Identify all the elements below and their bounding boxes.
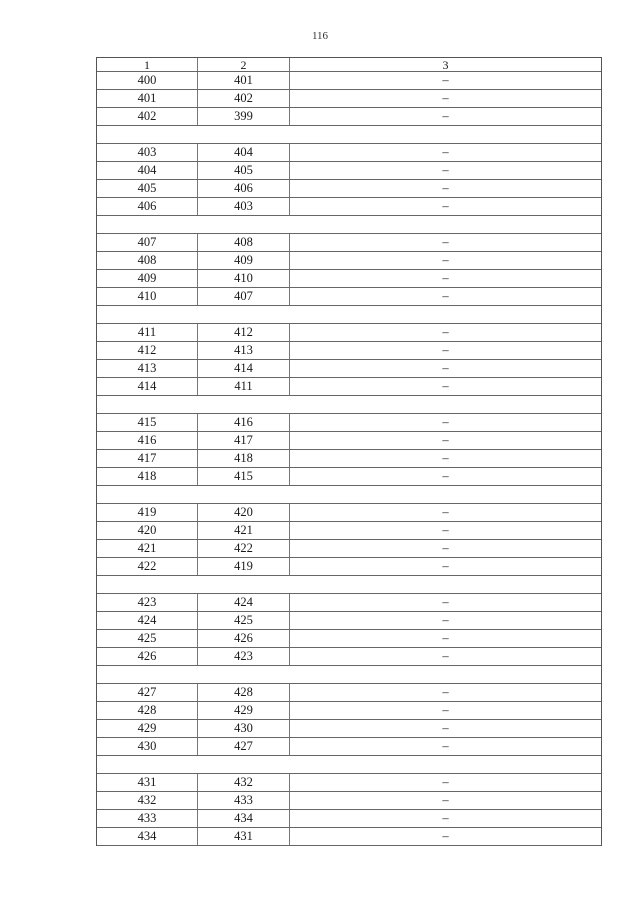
table-cell-col-3: – [442,415,449,429]
table-cell-col-1: 411 [97,324,198,341]
data-table [96,57,602,846]
table-cell-col-2: 431 [198,828,290,845]
table-row [97,774,601,792]
table-cell-col-2: 419 [198,558,290,575]
block-separator [97,396,601,414]
table-header [97,57,601,72]
table-cell-col-2: 433 [198,792,290,809]
table-cell-col-2: 430 [198,720,290,737]
table-cell-col-1: 418 [97,468,198,485]
header-col-2: 2 [198,58,290,71]
table-cell-col-2: 413 [198,342,290,359]
table-row [97,144,601,162]
block-separator [97,306,601,324]
table-cell-col-1: 434 [97,828,198,845]
table-cell-col-2: 427 [198,738,290,755]
table-row [97,522,601,540]
table-cell-col-2: 407 [198,288,290,305]
table-cell-col-3: – [442,199,449,213]
table-body [97,72,601,846]
table-cell-col-1: 417 [97,450,198,467]
table-cell-col-2: 428 [198,684,290,701]
table-cell-col-3: – [442,181,449,195]
table-row [97,414,601,432]
table-cell-col-2: 411 [198,378,290,395]
table-cell-col-3: – [442,163,449,177]
table-row [97,792,601,810]
table-cell-col-2: 402 [198,90,290,107]
table-row [97,504,601,522]
table-cell-col-3: – [442,595,449,609]
table-cell-col-2: 422 [198,540,290,557]
table-cell-col-1: 432 [97,792,198,809]
table-cell-col-2: 425 [198,612,290,629]
table-cell-col-1: 406 [97,198,198,215]
page-number: 116 [311,30,329,42]
table-row [97,810,601,828]
table-cell-col-1: 400 [97,72,198,89]
table-cell-col-3: – [442,505,449,519]
table-cell-col-2: 399 [198,108,290,125]
table-row [97,702,601,720]
table-cell-col-2: 424 [198,594,290,611]
table-cell-col-2: 417 [198,432,290,449]
table-cell-col-1: 422 [97,558,198,575]
table-cell-col-1: 427 [97,684,198,701]
table-cell-col-1: 410 [97,288,198,305]
table-cell-col-3: – [442,91,449,105]
table-cell-col-3: – [442,73,449,87]
table-row [97,162,601,180]
table-row [97,180,601,198]
table-cell-col-2: 418 [198,450,290,467]
table-cell-col-1: 423 [97,594,198,611]
table-cell-col-2: 434 [198,810,290,827]
table-cell-col-2: 415 [198,468,290,485]
table-cell-col-3: – [442,631,449,645]
table-row [97,288,601,306]
table-cell-col-1: 405 [97,180,198,197]
table-cell-col-1: 403 [97,144,198,161]
table-cell-col-2: 404 [198,144,290,161]
block-separator [97,216,601,234]
table-row [97,720,601,738]
table-cell-col-3: – [442,649,449,663]
table-cell-col-3: – [442,433,449,447]
table-row [97,234,601,252]
table-cell-col-3: – [442,145,449,159]
table-cell-col-3: – [442,343,449,357]
block-separator [97,576,601,594]
table-row [97,324,601,342]
table-cell-col-2: 421 [198,522,290,539]
table-row [97,270,601,288]
table-row [97,540,601,558]
table-cell-col-1: 408 [97,252,198,269]
table-cell-col-1: 413 [97,360,198,377]
table-cell-col-3: – [442,613,449,627]
table-row [97,648,601,666]
table-cell-col-3: – [442,775,449,789]
table-cell-col-1: 409 [97,270,198,287]
table-cell-col-3: – [442,109,449,123]
table-cell-col-2: 408 [198,234,290,251]
table-row [97,738,601,756]
table-cell-col-3: – [442,469,449,483]
table-cell-col-2: 420 [198,504,290,521]
table-cell-col-2: 414 [198,360,290,377]
table-cell-col-1: 419 [97,504,198,521]
block-separator [97,126,601,144]
header-col-3: 3 [442,58,449,71]
table-cell-col-1: 431 [97,774,198,791]
table-cell-col-1: 430 [97,738,198,755]
table-cell-col-3: – [442,793,449,807]
table-cell-col-1: 415 [97,414,198,431]
block-separator [97,666,601,684]
table-row [97,90,601,108]
table-cell-col-1: 433 [97,810,198,827]
block-separator [97,756,601,774]
table-row [97,630,601,648]
table-row [97,450,601,468]
table-cell-col-3: – [442,235,449,249]
table-cell-col-3: – [442,271,449,285]
table-cell-col-3: – [442,685,449,699]
table-row [97,72,601,90]
table-row [97,198,601,216]
table-cell-col-2: 429 [198,702,290,719]
header-col-1: 1 [97,58,198,71]
table-cell-col-1: 425 [97,630,198,647]
table-cell-col-3: – [442,811,449,825]
table-cell-col-1: 416 [97,432,198,449]
table-cell-col-2: 405 [198,162,290,179]
table-cell-col-1: 428 [97,702,198,719]
table-cell-col-1: 407 [97,234,198,251]
table-row [97,432,601,450]
table-cell-col-1: 412 [97,342,198,359]
table-cell-col-1: 414 [97,378,198,395]
table-cell-col-3: – [442,451,449,465]
table-cell-col-2: 410 [198,270,290,287]
table-cell-col-3: – [442,253,449,267]
table-row [97,252,601,270]
table-row [97,378,601,396]
table-cell-col-2: 406 [198,180,290,197]
table-cell-col-1: 426 [97,648,198,665]
table-cell-col-2: 412 [198,324,290,341]
table-cell-col-2: 409 [198,252,290,269]
table-row [97,360,601,378]
table-row [97,108,601,126]
table-cell-col-3: – [442,541,449,555]
table-cell-col-3: – [442,739,449,753]
table-cell-col-3: – [442,721,449,735]
table-row [97,468,601,486]
table-cell-col-1: 401 [97,90,198,107]
table-row [97,828,601,846]
table-cell-col-3: – [442,523,449,537]
table-cell-col-1: 404 [97,162,198,179]
table-cell-col-2: 432 [198,774,290,791]
table-cell-col-2: 416 [198,414,290,431]
table-cell-col-1: 402 [97,108,198,125]
table-cell-col-2: 423 [198,648,290,665]
table-cell-col-2: 401 [198,72,290,89]
table-row [97,558,601,576]
block-separator [97,486,601,504]
table-cell-col-3: – [442,289,449,303]
table-cell-col-2: 426 [198,630,290,647]
table-row [97,594,601,612]
table-row [97,342,601,360]
table-cell-col-3: – [442,829,449,843]
table-row [97,612,601,630]
table-cell-col-1: 421 [97,540,198,557]
table-cell-col-3: – [442,361,449,375]
table-row [97,684,601,702]
table-cell-col-3: – [442,379,449,393]
table-cell-col-1: 424 [97,612,198,629]
table-cell-col-2: 403 [198,198,290,215]
table-cell-col-1: 420 [97,522,198,539]
table-cell-col-3: – [442,703,449,717]
table-cell-col-1: 429 [97,720,198,737]
table-cell-col-3: – [442,559,449,573]
table-cell-col-3: – [442,325,449,339]
